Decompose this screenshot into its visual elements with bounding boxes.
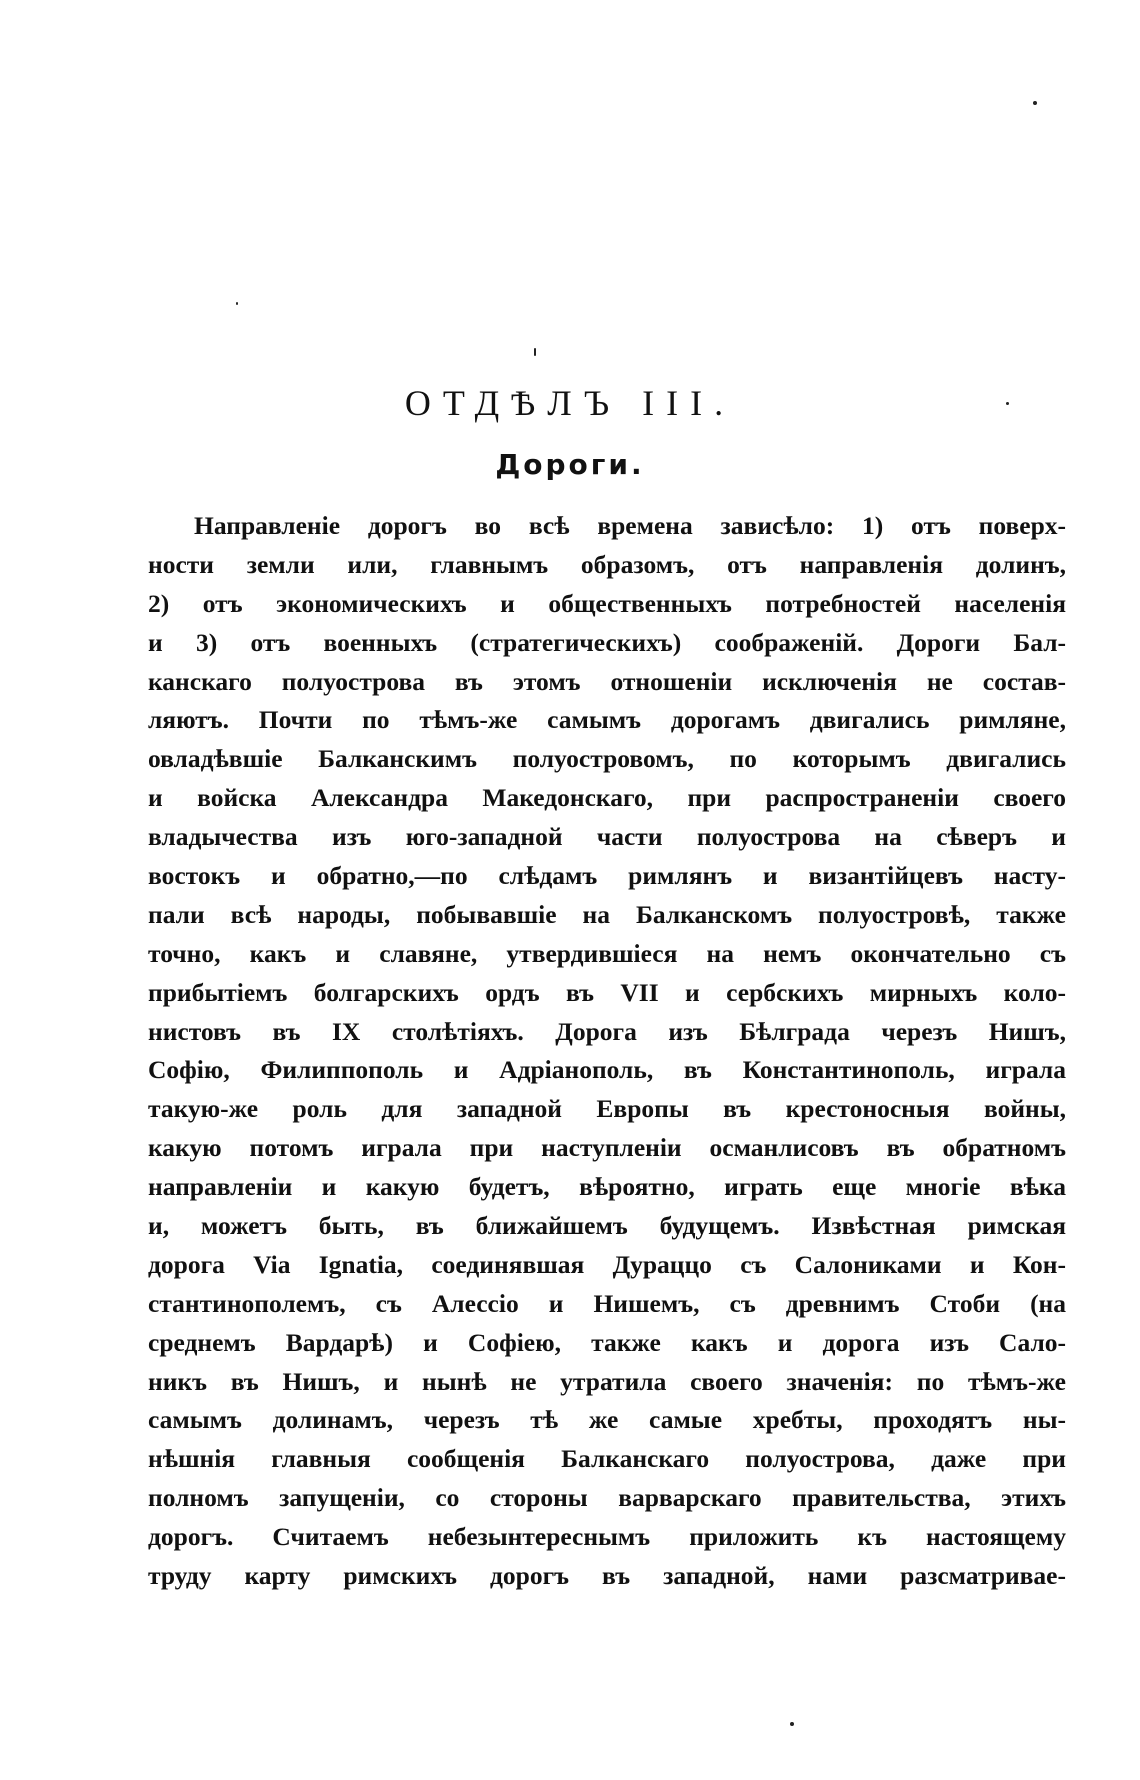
text-line: ности земли или, главнымъ образомъ, отъ направленія долинъ, [148, 549, 1066, 579]
text-line: владычества изъ юго-западной части полуострова на сѣверъ и [148, 822, 1066, 852]
text-line: прибытіемъ болгарскихъ ордъ въ VII и сербскихъ мирныхъ коло- [148, 977, 1066, 1007]
text-line: никъ въ Нишъ, и нынѣ не утратила своего значенія: по тѣмъ-же [148, 1366, 1066, 1396]
text-line: полномъ запущеніи, со стороны варварскаго правительства, этихъ [148, 1483, 1066, 1513]
scan-speck [1033, 101, 1037, 105]
text-line: нистовъ въ IX столѣтіяхъ. Дорога изъ Бѣлграда черезъ Нишъ, [148, 1016, 1066, 1046]
text-line: стантинополемъ, съ Алессіо и Нишемъ, съ древнимъ Стоби (на [148, 1288, 1066, 1318]
scan-speck [534, 348, 536, 356]
text-line: востокъ и обратно,—по слѣдамъ римлянъ и византійцевъ насту- [148, 861, 1066, 891]
section-heading: ОТДѢЛЪ III. [404, 383, 736, 423]
text-line: Направленіе дорогъ во всѣ времена зависѣло: 1) отъ поверх- [194, 511, 1066, 540]
text-line: среднемъ Вардарѣ) и Софіею, также какъ и дорога изъ Сало- [148, 1327, 1066, 1357]
text-line: труду карту римскихъ дорогъ въ западной, нами разсматривае- [148, 1561, 1066, 1591]
text-line: дорогъ. Считаемъ небезынтереснымъ приложить къ настоящему [148, 1522, 1066, 1552]
text-line: ляютъ. Почти по тѣмъ-же самымъ дорогамъ двигались римляне, [148, 705, 1066, 735]
section-title: Дороги. [495, 448, 645, 481]
text-line: такую-же роль для западной Европы въ крестоносныя войны, [148, 1094, 1066, 1124]
scan-speck [790, 1722, 794, 1726]
text-line: дорога Via Ignatia, соединявшая Дураццо съ Салониками и Кон- [148, 1249, 1066, 1279]
text-line: и, можетъ быть, въ ближайшемъ будущемъ. Извѣстная римская [148, 1211, 1066, 1241]
text-line: канскаго полуострова въ этомъ отношеніи исключенія не состав- [148, 666, 1066, 696]
text-line: овладѣвшіе Балканскимъ полуостровомъ, по которымъ двигались [148, 744, 1066, 774]
text-line: 2) отъ экономическихъ и общественныхъ потребностей населенія [148, 588, 1066, 618]
text-line: пали всѣ народы, побывавшіе на Балканскомъ полуостровѣ, также [148, 899, 1066, 929]
text-line: точно, какъ и славяне, утвердившіеся на немъ окончательно съ [148, 938, 1066, 968]
text-line: какую потомъ играла при наступленіи османлисовъ въ обратномъ [148, 1133, 1066, 1163]
text-line: самымъ долинамъ, черезъ тѣ же самые хребты, проходятъ ны- [148, 1405, 1066, 1435]
text-line: нѣшнія главныя сообщенія Балканскаго полуострова, даже при [148, 1444, 1066, 1474]
text-line: Софію, Филиппополь и Адріанополь, въ Константинополь, играла [148, 1055, 1066, 1085]
body-paragraph [148, 507, 1066, 1596]
text-line: и войска Александра Македонскаго, при распространеніи своего [148, 783, 1066, 813]
text-line: и 3) отъ военныхъ (стратегическихъ) соображеній. Дороги Бал- [148, 627, 1066, 657]
text-line: направленіи и какую будетъ, вѣроятно, играть еще многіе вѣка [148, 1172, 1066, 1202]
scan-speck [236, 302, 238, 305]
